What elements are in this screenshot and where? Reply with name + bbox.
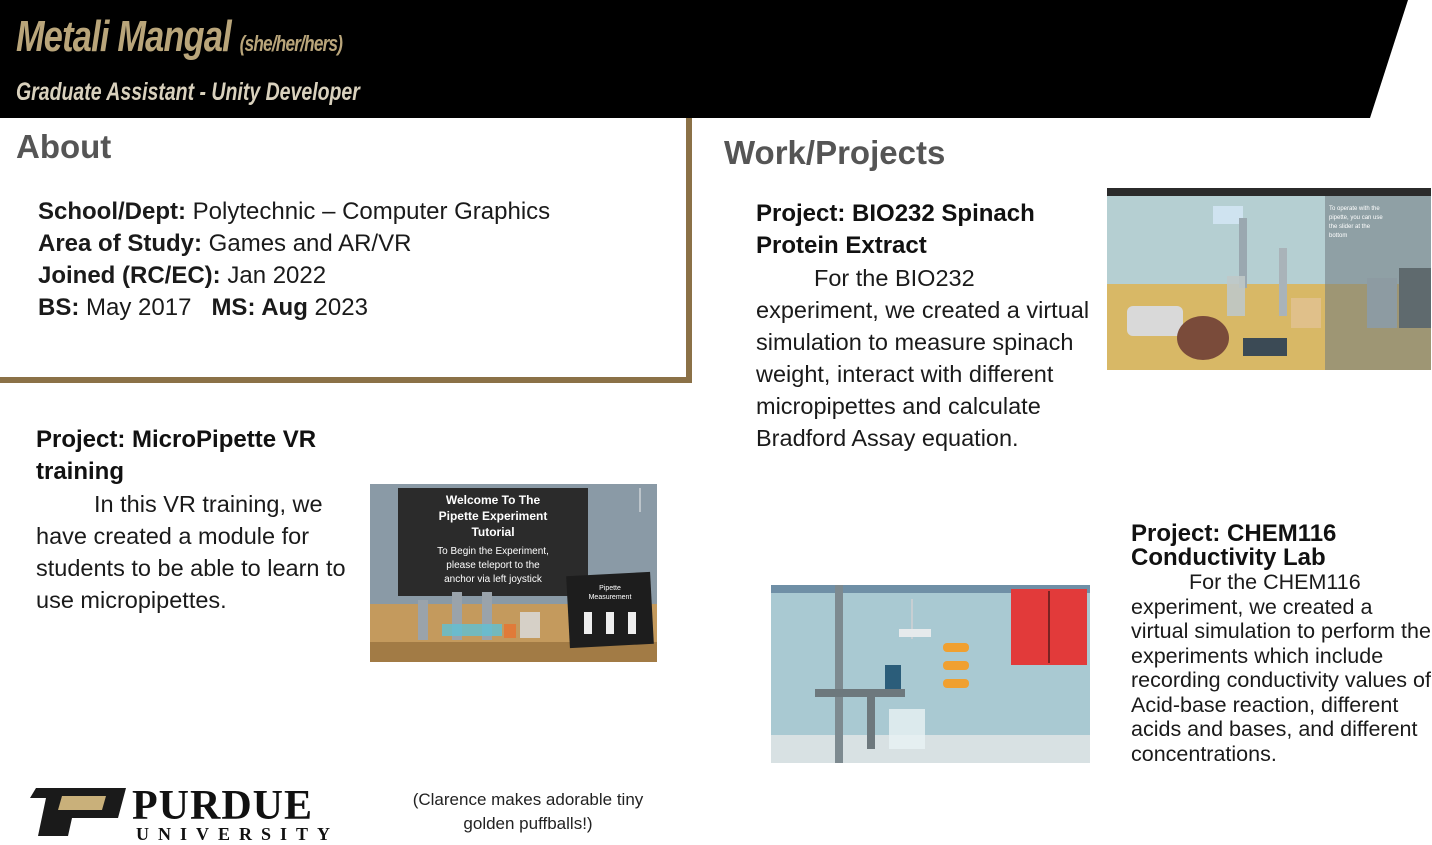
svg-text:pipette, you can use: pipette, you can use [1329,215,1383,221]
svg-text:anchor via left joystick: anchor via left joystick [444,574,542,585]
project-description: For the CHEM116 experiment, we created a virtual simulation to perform the experiments which include recording conductivity values of Acid-base reaction, different acids and bases, and different concentrations. [1131,570,1431,766]
photo-caption: (Clarence makes adorable tiny golden puffballs!) [412,790,644,833]
about-heading: About [16,128,112,165]
project-title: Project: CHEM116 Conductivity Lab [1131,520,1337,571]
svg-text:Pipette Experiment: Pipette Experiment [438,509,548,523]
project-description: In this VR training, we have created a module for students to be able to learn to use micropipettes. [36,491,346,613]
work-heading: Work/Projects [724,134,946,171]
svg-text:Measurement: Measurement [588,594,632,601]
about-area: Area of Study: Games and AR/VR [38,230,412,257]
micropipette-screenshot [370,484,657,662]
svg-text:Tutorial: Tutorial [471,525,515,539]
about-joined: Joined (RC/EC): Jan 2022 [38,262,327,289]
project-bio232 [756,198,1096,454]
project-micropipette [36,424,356,616]
about-school: School/Dept: Polytechnic – Computer Graphics [38,198,551,225]
svg-text:please teleport to the: please teleport to the [446,560,540,571]
project-chem116 [1131,522,1431,766]
job-title: Graduate Assistant - Unity Developer [16,78,360,106]
purdue-p-logo [18,788,130,836]
project-description: For the BIO232 experiment, we created a virtual simulation to measure spinach weight, interact with different micropipettes and calculate Bradford Assay equation. [756,265,1090,451]
svg-text:bottom: bottom [1329,233,1348,239]
project-title: Project: BIO232 Spinach Protein Extract [756,200,1035,259]
chem116-screenshot [771,585,1090,763]
project-title: Project: MicroPipette VR training [36,426,317,485]
screenshot-heading: Welcome To The [445,493,541,507]
screenshot-panel: Pipette [599,585,621,592]
purdue-subword: UNIVERSITY [136,824,340,844]
svg-text:the slider at the: the slider at the [1329,224,1371,230]
screenshot-hint: To operate with the [1329,206,1380,212]
purdue-wordmark: PURDUE [132,783,313,829]
pronouns: (she/her/hers) [239,31,343,56]
bio232-screenshot [1107,188,1431,370]
screenshot-body: To Begin the Experiment, [437,546,549,557]
about-degrees: BS: May 2017 MS: Aug 2023 [38,294,368,321]
person-name: Metali Mangal (she/her/hers) [16,12,343,61]
